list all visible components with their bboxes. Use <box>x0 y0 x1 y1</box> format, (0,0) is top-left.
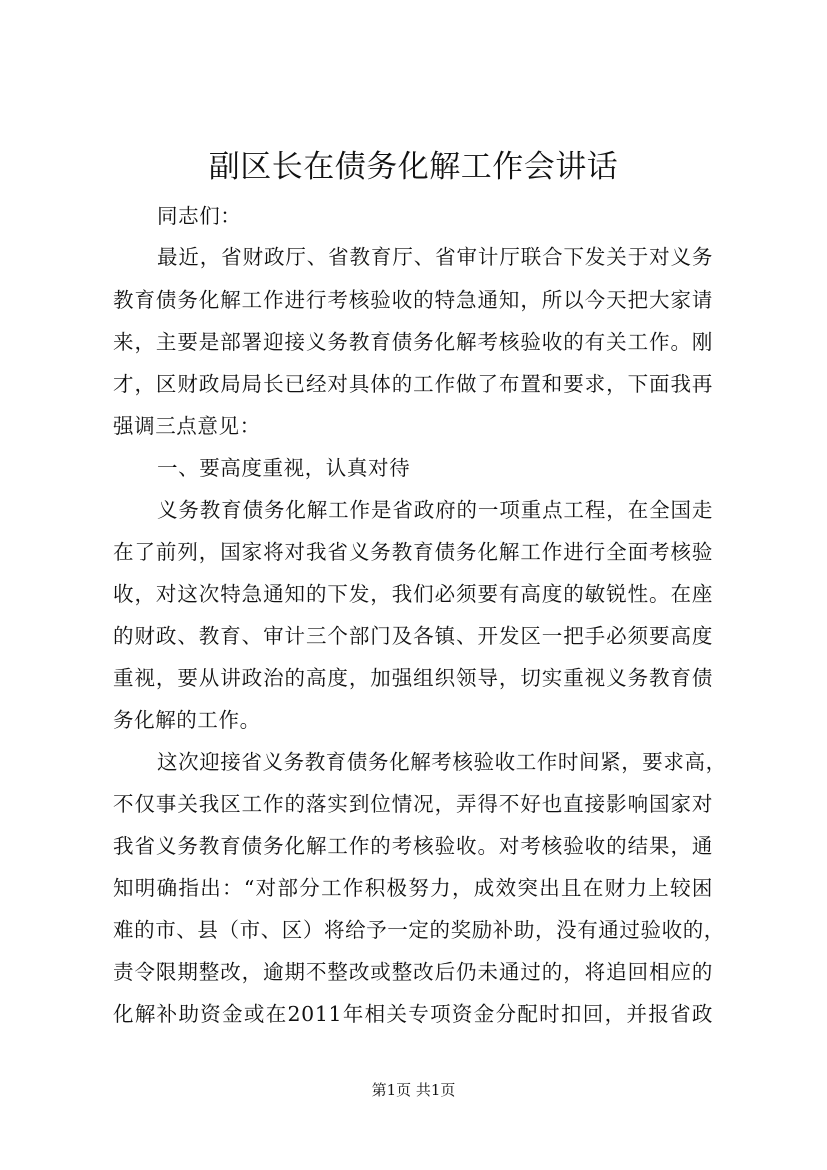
paragraph-2-line-2: 在了前列，国家将对我省义务教育债务化解工作进行全面考核验 <box>113 540 713 564</box>
page-footer: 第1页 共1页 <box>371 1081 456 1099</box>
paragraph-2-line-1: 义务教育债务化解工作是省政府的一项重点工程，在全国走 <box>157 498 713 522</box>
paragraph-1-line-2: 教育债务化解工作进行考核验收的特急通知，所以今天把大家请 <box>113 288 713 312</box>
paragraph-1-line-1: 最近，省财政厅、省教育厅、省审计厅联合下发关于对义务 <box>157 245 713 269</box>
paragraph-3-line-4: 知明确指出：“对部分工作积极努力，成效突出且在财力上较困 <box>113 876 713 900</box>
paragraph-3-line-5: 难的市、县（市、区）将给予一定的奖励补助，没有通过验收的， <box>113 918 725 942</box>
paragraph-3-line-6: 责令限期整改，逾期不整改或整改后仍未通过的，将追回相应的 <box>113 960 713 984</box>
paragraph-3-line-7: 化解补助资金或在2011年相关专项资金分配时扣回，并报省政 <box>113 1002 713 1026</box>
paragraph-1-line-3: 来，主要是部署迎接义务教育债务化解考核验收的有关工作。刚 <box>113 330 713 354</box>
paragraph-2-line-5: 重视，要从讲政治的高度，加强组织领导，切实重视义务教育债 <box>113 666 713 690</box>
section-heading-1: 一、要高度重视，认真对待 <box>157 456 411 480</box>
paragraph-3-line-3: 我省义务教育债务化解工作的考核验收。对考核验收的结果，通 <box>113 834 713 858</box>
paragraph-1-line-5: 强调三点意见： <box>113 414 261 438</box>
paragraph-1-line-4: 才，区财政局局长已经对具体的工作做了布置和要求，下面我再 <box>113 372 713 396</box>
document-title: 副区长在债务化解工作会讲话 <box>208 149 619 185</box>
paragraph-2-line-6: 务化解的工作。 <box>113 708 261 732</box>
paragraph-2-line-4: 的财政、教育、审计三个部门及各镇、开发区一把手必须要高度 <box>113 624 713 648</box>
salutation: 同志们： <box>157 204 242 228</box>
paragraph-3-line-1: 这次迎接省义务教育债务化解考核验收工作时间紧，要求高， <box>157 750 727 774</box>
paragraph-2-line-3: 收，对这次特急通知的下发，我们必须要有高度的敏锐性。在座 <box>113 582 713 606</box>
paragraph-3-line-2: 不仅事关我区工作的落实到位情况，弄得不好也直接影响国家对 <box>113 792 713 816</box>
